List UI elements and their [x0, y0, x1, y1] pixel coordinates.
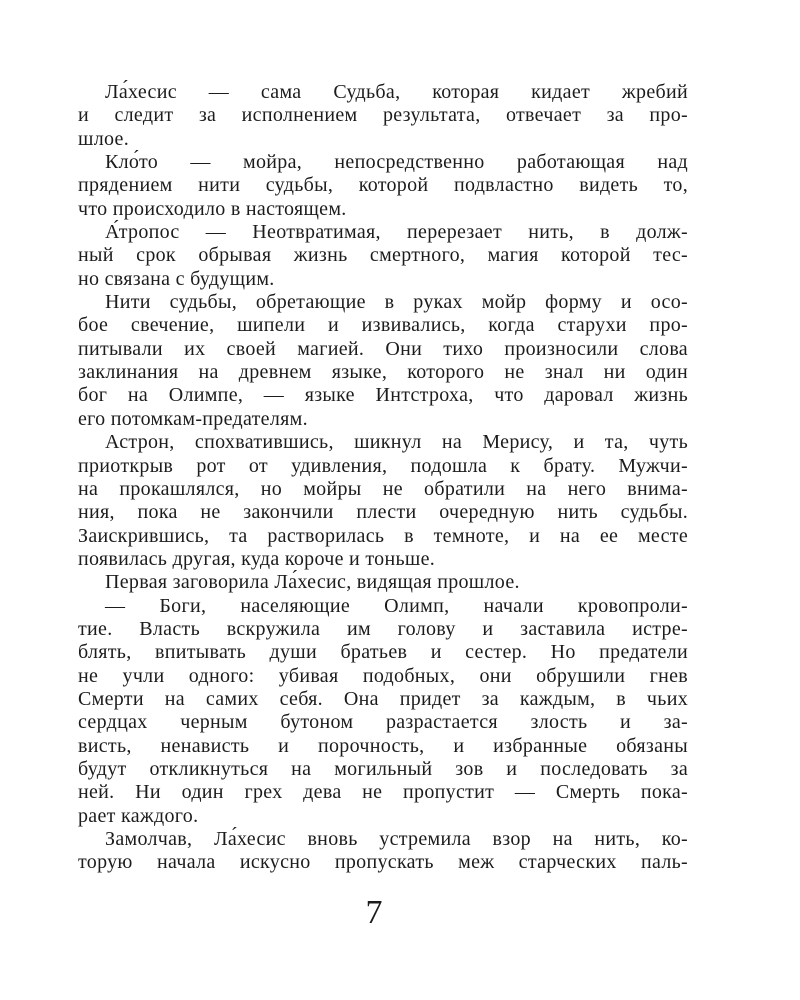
paragraph: [78, 81, 688, 151]
text-line: заклинания на древнем языке, которого не знал ни один: [78, 361, 688, 384]
text-line: Замолчав, Ла́хесис вновь устремила взор на нить, ко-: [105, 828, 688, 850]
text-line: висть, ненависть и порочность, и избранные обязаны: [78, 734, 688, 757]
paragraph: [78, 291, 688, 431]
text-line: на прокашлялся, но мойры не обратили на него внима-: [78, 477, 688, 500]
paragraph: [78, 221, 688, 291]
text-line: Ла́хесис — сама Судьба, которая кидает жребий: [105, 81, 688, 103]
text-line: А́тропос — Неотвратимая, перерезает нить, в долж-: [105, 221, 688, 244]
paragraph: [78, 595, 688, 828]
text-line: торую начала искусно пропускать меж старческих паль-: [78, 851, 688, 874]
text-line: блять, впитывать души братьев и сестер. Но предатели: [78, 641, 688, 664]
paragraph: [78, 151, 688, 221]
text-line: шлое.: [78, 127, 130, 150]
text-line: будут откликнуться на могильный зов и последовать за: [78, 757, 688, 780]
text-line: не учли одного: убивая подобных, они обрушили гнев: [78, 664, 688, 687]
paragraph: [78, 828, 688, 875]
text-line: Астрон, спохватившись, шикнул на Мерису, и та, чуть: [105, 431, 688, 454]
text-line: Нити судьбы, обретающие в руках мойр форму и осо-: [105, 291, 688, 314]
text-line: Смерти на самих себя. Она придет за каждым, в чьих: [78, 687, 688, 710]
text-line: бое свечение, шипели и извивались, когда старухи про-: [78, 314, 688, 337]
text-line: его потомкам-предателям.: [78, 407, 308, 430]
text-line: ней. Ни один грех дева не пропустит — Смерть пока-: [78, 781, 688, 804]
text-line: что происходило в настоящем.: [78, 197, 347, 220]
text-line: бог на Олимпе, — языке Интстроха, что даровал жизнь: [78, 384, 688, 407]
text-line: питывали их своей магией. Они тихо произносили слова: [78, 337, 688, 360]
text-line: но связана с будущим.: [78, 267, 275, 290]
text-line: Заискрившись, та растворилась в темноте, и на ее месте: [78, 524, 688, 547]
text-line: прядением нити судьбы, которой подвластно видеть то,: [78, 174, 688, 197]
paragraph: [78, 431, 688, 571]
text-line: и следит за исполнением результата, отвечает за про-: [78, 104, 688, 127]
text-line: рает каждого.: [78, 804, 199, 827]
page-text: [78, 81, 688, 875]
text-line: тие. Власть вскружила им голову и заставила истре-: [78, 617, 688, 640]
text-line: ный срок обрывая жизнь смертного, магия которой тес-: [78, 244, 688, 267]
text-line: сердцах черным бутоном разрастается злость и за-: [78, 711, 688, 734]
text-line: Кло́то — мойра, непосредственно работающая над: [105, 151, 688, 174]
text-line: — Боги, населяющие Олимп, начали кровопроли-: [105, 594, 688, 617]
paragraph: [78, 571, 688, 594]
text-line: ния, пока не закончили плести очередную нить судьбы.: [78, 501, 688, 524]
text-line: Первая заговорила Ла́хесис, видящая прошлое.: [105, 571, 520, 594]
text-line: приоткрыв рот от удивления, подошла к брату. Мужчи-: [78, 454, 688, 477]
page-number: 7: [365, 894, 383, 931]
text-line: появилась другая, куда короче и тоньше.: [78, 547, 436, 570]
